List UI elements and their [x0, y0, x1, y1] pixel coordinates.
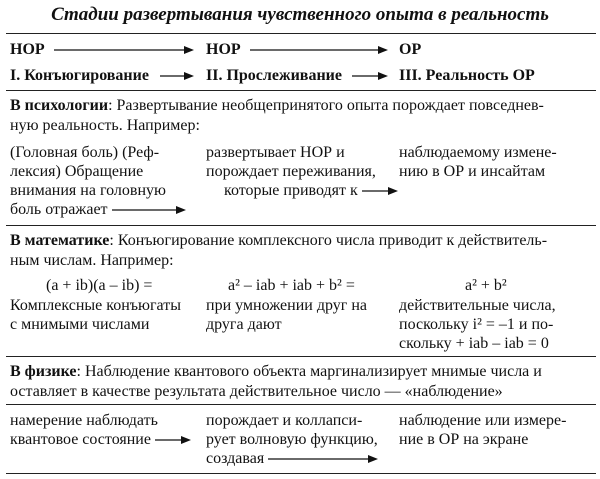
physics-intro-line-1: В физике: Наблюдение квантового объекта маргинализирует мнимые числа и [10, 363, 542, 380]
section-divider [6, 225, 596, 226]
arrow-icon [54, 45, 194, 55]
arrow-icon [112, 205, 186, 215]
arrow-icon [155, 435, 191, 445]
stage-2-name: II. Прослеживание [206, 67, 342, 84]
physics-c1-line: квантовое состояние [10, 430, 191, 449]
physics-c1-line: намерение наблюдать [10, 412, 158, 429]
stage-2-abbr: НОР [206, 41, 241, 58]
psychology-c2-line: порождает переживания, [206, 163, 376, 180]
stage-1-name: I. Конъюгирование [10, 67, 149, 84]
psychology-heading: В психологии [10, 97, 109, 114]
math-c1-line: Комплексные конъюгаты [10, 297, 181, 314]
math-c3-line: скольку + iab – iab = 0 [399, 335, 549, 352]
physics-heading: В физике [10, 363, 77, 380]
physics-c2-line: рует волновую функцию, [206, 431, 378, 448]
psychology-c1-line: лексия) Обращение [10, 163, 144, 180]
section-divider [6, 404, 596, 405]
arrow-icon [352, 71, 388, 81]
stage-3-abbr: ОР [399, 41, 422, 58]
psychology-intro-line-2: ную реальность. Например: [10, 117, 200, 134]
math-c1-formula [46, 276, 152, 295]
psychology-c2-line: развертывает НОР и [206, 144, 345, 161]
psychology-c3-line: наблюдаемому измене- [399, 144, 557, 161]
arrow-icon [268, 454, 378, 464]
arrow-icon [250, 45, 388, 55]
physics-intro-line-2: оставляет в качестве результата действительное число — «наблюдение» [10, 383, 503, 400]
arrow-icon [362, 186, 398, 196]
section-divider [6, 356, 596, 357]
physics-c2-line: порождает и коллапси- [206, 412, 363, 429]
math-c3-line: действительные числа, [399, 297, 556, 314]
bottom-divider [6, 473, 596, 474]
physics-c3-line: ние в ОР на экране [399, 431, 529, 448]
stage-3-name: III. Реальность ОР [399, 67, 535, 84]
stage-1-abbr: НОР [10, 41, 45, 58]
math-formula-text: (a + ib)(a – ib) = [46, 277, 153, 294]
math-heading: В математике [10, 232, 110, 249]
math-c2-line: друга дают [206, 316, 282, 333]
psychology-c1-line: боль отражает [10, 200, 186, 219]
physics-c2-line: создавая [206, 449, 378, 468]
psychology-intro-line-1: В психологии: Развертывание необщепринятого опыта порождает повседнев- [10, 97, 544, 114]
psychology-c1-line: (Головная боль) (Реф- [10, 144, 160, 161]
page-title: Стадии развертывания чувственного опыта в реальность [51, 4, 549, 25]
physics-c3-line: наблюдение или измере- [399, 412, 567, 429]
math-intro-line-1: В математике: Конъюгирование комплексного числа приводит к действитель- [10, 232, 548, 249]
math-intro-line-2: ным числам. Например: [10, 252, 174, 269]
psychology-c3-line: нию в ОР и инсайтам [399, 163, 546, 180]
arrow-icon [160, 71, 194, 81]
title-divider [6, 33, 596, 34]
math-c2-formula: a² – iab + iab + b² = [228, 277, 355, 294]
psychology-c2-line: которые приводят к [224, 181, 398, 200]
psychology-c1-line: внимания на головную [10, 182, 166, 199]
math-c3-formula: a² + b² [465, 277, 507, 294]
math-c3-line: поскольку i² = –1 и по- [399, 316, 554, 333]
math-c2-line: при умножении друг на [206, 297, 367, 314]
section-divider [6, 90, 596, 91]
math-c1-line: с мнимыми числами [10, 316, 150, 333]
